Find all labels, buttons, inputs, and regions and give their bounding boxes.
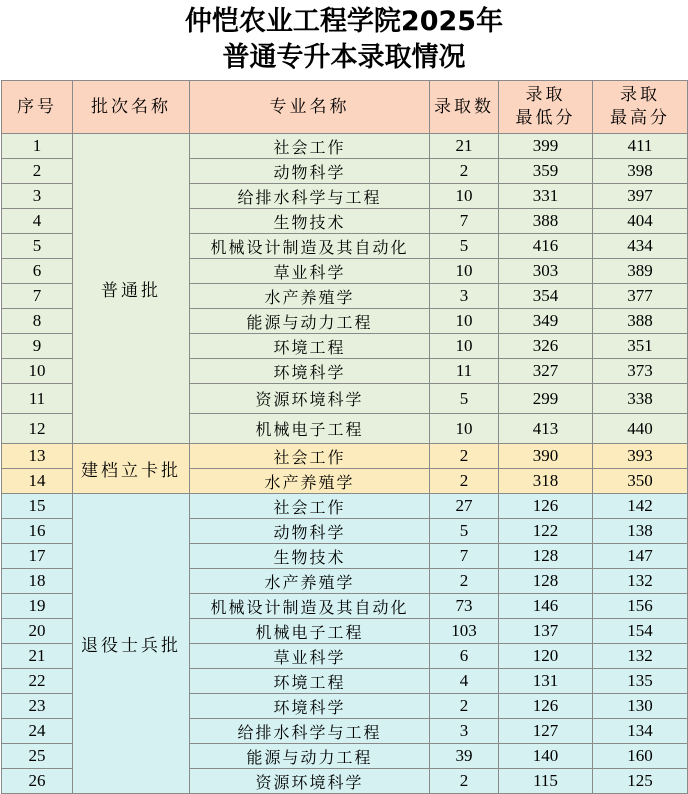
cell-min-score: 359 (499, 159, 593, 184)
cell-min-score: 128 (499, 544, 593, 569)
cell-max-score: 125 (593, 769, 688, 794)
cell-index: 12 (2, 414, 73, 444)
cell-index: 4 (2, 209, 73, 234)
cell-admitted-count: 3 (430, 719, 499, 744)
cell-major: 环境工程 (190, 669, 430, 694)
header-max-line-1: 录取 (620, 85, 660, 105)
cell-max-score: 434 (593, 234, 688, 259)
title-line-1: 仲恺农业工程学院2025年 (184, 6, 504, 37)
cell-max-score: 160 (593, 744, 688, 769)
header-admitted: 录取数 (430, 81, 499, 134)
cell-index: 11 (2, 384, 73, 414)
cell-admitted-count: 3 (430, 284, 499, 309)
cell-major: 动物科学 (190, 519, 430, 544)
cell-min-score: 327 (499, 359, 593, 384)
cell-major: 水产养殖学 (190, 469, 430, 494)
cell-max-score: 411 (593, 134, 688, 159)
cell-admitted-count: 10 (430, 184, 499, 209)
cell-batch-name: 建档立卡批 (73, 444, 190, 494)
cell-major: 资源环境科学 (190, 384, 430, 414)
table-body (2, 134, 688, 794)
header-min-score (499, 81, 593, 134)
cell-major: 机械设计制造及其自动化 (190, 234, 430, 259)
cell-major: 草业科学 (190, 259, 430, 284)
cell-index: 18 (2, 569, 73, 594)
cell-major: 机械电子工程 (190, 619, 430, 644)
cell-max-score: 338 (593, 384, 688, 414)
cell-admitted-count: 21 (430, 134, 499, 159)
cell-major: 给排水科学与工程 (190, 719, 430, 744)
cell-admitted-count: 2 (430, 444, 499, 469)
cell-max-score: 132 (593, 644, 688, 669)
cell-max-score: 389 (593, 259, 688, 284)
cell-min-score: 120 (499, 644, 593, 669)
cell-admitted-count: 2 (430, 694, 499, 719)
cell-admitted-count: 103 (430, 619, 499, 644)
cell-admitted-count: 10 (430, 414, 499, 444)
header-min-line-2: 最低分 (515, 108, 576, 128)
table-row (2, 494, 688, 519)
cell-index: 24 (2, 719, 73, 744)
cell-max-score: 134 (593, 719, 688, 744)
cell-admitted-count: 2 (430, 159, 499, 184)
cell-index: 26 (2, 769, 73, 794)
cell-admitted-count: 2 (430, 469, 499, 494)
cell-index: 14 (2, 469, 73, 494)
header-major: 专业名称 (190, 81, 430, 134)
cell-index: 7 (2, 284, 73, 309)
cell-admitted-count: 10 (430, 259, 499, 284)
cell-min-score: 318 (499, 469, 593, 494)
header-max-line-2: 最高分 (610, 108, 670, 128)
cell-admitted-count: 5 (430, 519, 499, 544)
cell-index: 2 (2, 159, 73, 184)
cell-major: 社会工作 (190, 494, 430, 519)
cell-major: 草业科学 (190, 644, 430, 669)
cell-admitted-count: 5 (430, 234, 499, 259)
cell-major: 水产养殖学 (190, 569, 430, 594)
cell-major: 生物技术 (190, 209, 430, 234)
table-row (2, 134, 688, 159)
cell-min-score: 416 (499, 234, 593, 259)
cell-admitted-count: 7 (430, 209, 499, 234)
cell-admitted-count: 5 (430, 384, 499, 414)
cell-index: 16 (2, 519, 73, 544)
cell-max-score: 397 (593, 184, 688, 209)
cell-max-score: 350 (593, 469, 688, 494)
cell-max-score: 138 (593, 519, 688, 544)
table-row (2, 444, 688, 469)
cell-max-score: 351 (593, 334, 688, 359)
cell-min-score: 354 (499, 284, 593, 309)
cell-min-score: 299 (499, 384, 593, 414)
cell-admitted-count: 4 (430, 669, 499, 694)
cell-admitted-count: 10 (430, 309, 499, 334)
cell-max-score: 135 (593, 669, 688, 694)
cell-major: 资源环境科学 (190, 769, 430, 794)
cell-admitted-count: 73 (430, 594, 499, 619)
cell-index: 17 (2, 544, 73, 569)
cell-min-score: 127 (499, 719, 593, 744)
cell-min-score: 388 (499, 209, 593, 234)
cell-index: 10 (2, 359, 73, 384)
cell-max-score: 404 (593, 209, 688, 234)
admission-table (1, 80, 688, 794)
cell-min-score: 122 (499, 519, 593, 544)
cell-min-score: 303 (499, 259, 593, 284)
cell-max-score: 154 (593, 619, 688, 644)
cell-min-score: 390 (499, 444, 593, 469)
cell-index: 21 (2, 644, 73, 669)
cell-min-score: 326 (499, 334, 593, 359)
cell-major: 生物技术 (190, 544, 430, 569)
cell-max-score: 132 (593, 569, 688, 594)
cell-index: 1 (2, 134, 73, 159)
cell-major: 能源与动力工程 (190, 744, 430, 769)
cell-min-score: 126 (499, 694, 593, 719)
cell-admitted-count: 7 (430, 544, 499, 569)
cell-index: 20 (2, 619, 73, 644)
cell-max-score: 393 (593, 444, 688, 469)
cell-min-score: 137 (499, 619, 593, 644)
cell-max-score: 147 (593, 544, 688, 569)
cell-admitted-count: 11 (430, 359, 499, 384)
cell-index: 22 (2, 669, 73, 694)
cell-min-score: 126 (499, 494, 593, 519)
cell-min-score: 413 (499, 414, 593, 444)
cell-index: 6 (2, 259, 73, 284)
cell-major: 环境科学 (190, 359, 430, 384)
cell-min-score: 399 (499, 134, 593, 159)
cell-admitted-count: 39 (430, 744, 499, 769)
cell-major: 社会工作 (190, 134, 430, 159)
cell-max-score: 388 (593, 309, 688, 334)
cell-admitted-count: 2 (430, 769, 499, 794)
cell-min-score: 115 (499, 769, 593, 794)
cell-index: 23 (2, 694, 73, 719)
cell-major: 给排水科学与工程 (190, 184, 430, 209)
title-line-2: 普通专升本录取情况 (222, 42, 466, 73)
cell-major: 社会工作 (190, 444, 430, 469)
cell-admitted-count: 2 (430, 569, 499, 594)
cell-max-score: 142 (593, 494, 688, 519)
cell-batch-name: 普通批 (73, 134, 190, 444)
header-row (2, 81, 688, 134)
cell-major: 机械电子工程 (190, 414, 430, 444)
cell-batch-name: 退役士兵批 (73, 494, 190, 794)
cell-major: 机械设计制造及其自动化 (190, 594, 430, 619)
cell-max-score: 373 (593, 359, 688, 384)
cell-max-score: 156 (593, 594, 688, 619)
cell-major: 环境科学 (190, 694, 430, 719)
cell-index: 3 (2, 184, 73, 209)
cell-min-score: 146 (499, 594, 593, 619)
cell-major: 水产养殖学 (190, 284, 430, 309)
cell-max-score: 440 (593, 414, 688, 444)
cell-min-score: 331 (499, 184, 593, 209)
cell-max-score: 377 (593, 284, 688, 309)
cell-major: 环境工程 (190, 334, 430, 359)
cell-min-score: 128 (499, 569, 593, 594)
cell-admitted-count: 27 (430, 494, 499, 519)
cell-min-score: 349 (499, 309, 593, 334)
cell-major: 动物科学 (190, 159, 430, 184)
cell-admitted-count: 6 (430, 644, 499, 669)
cell-index: 25 (2, 744, 73, 769)
header-max-score (593, 81, 688, 134)
cell-index: 5 (2, 234, 73, 259)
cell-max-score: 398 (593, 159, 688, 184)
cell-index: 19 (2, 594, 73, 619)
header-min-line-1: 录取 (525, 85, 566, 105)
cell-index: 8 (2, 309, 73, 334)
header-index: 序号 (2, 81, 73, 134)
cell-major: 能源与动力工程 (190, 309, 430, 334)
cell-min-score: 131 (499, 669, 593, 694)
header-batch: 批次名称 (73, 81, 190, 134)
cell-index: 13 (2, 444, 73, 469)
page-title (0, 0, 688, 80)
cell-index: 15 (2, 494, 73, 519)
cell-max-score: 130 (593, 694, 688, 719)
cell-min-score: 140 (499, 744, 593, 769)
cell-admitted-count: 10 (430, 334, 499, 359)
cell-index: 9 (2, 334, 73, 359)
